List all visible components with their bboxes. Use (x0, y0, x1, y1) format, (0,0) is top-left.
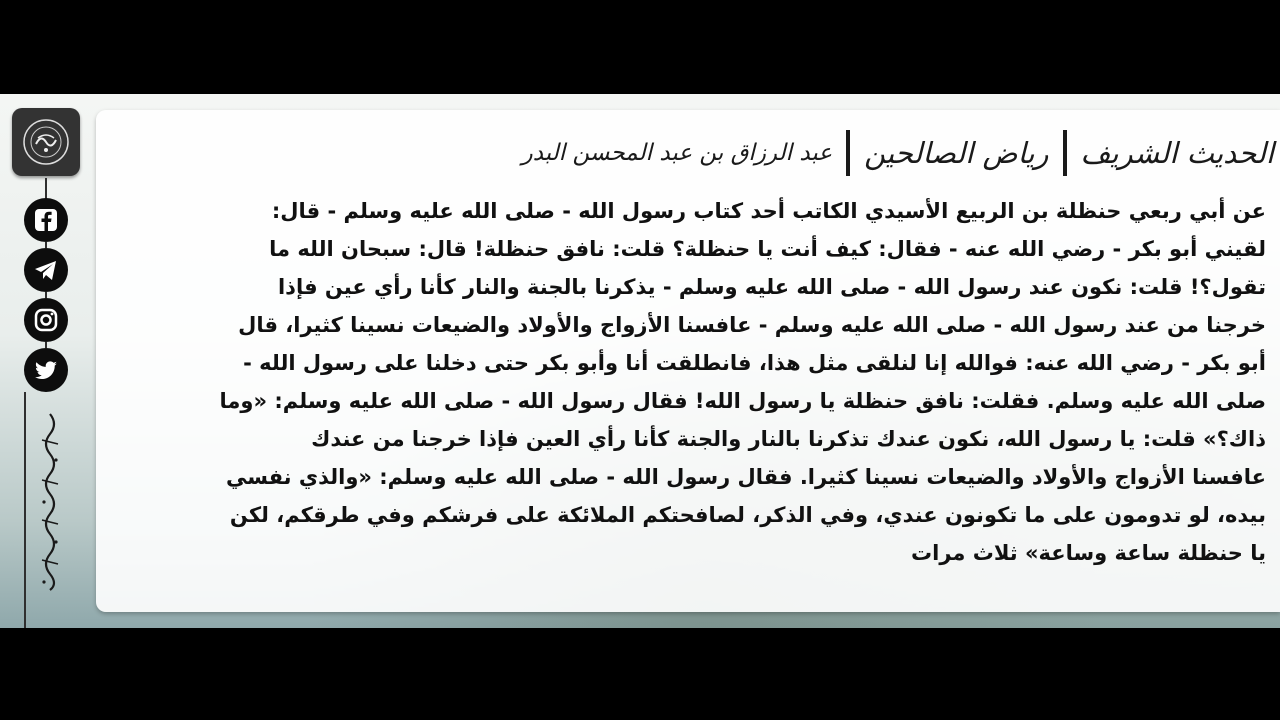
header-book: رياض الصالحين (864, 136, 1049, 170)
calligraphy-signature (36, 410, 64, 610)
text-line: خرجنا من عند رسول الله - صلى الله عليه وسلم - عافسنا الأزواج والأولاد والضيعات نسينا كثيرا، قال (238, 313, 1266, 337)
text-line: أبو بكر - رضي الله عنه: فوالله إنا لنلقى مثل هذا، فانطلقت أنا وأبو بكر حتى دخلنا على رسول الله - (243, 351, 1266, 375)
content-card (96, 110, 1280, 612)
facebook-icon[interactable] (24, 198, 68, 242)
divider-line (45, 178, 47, 200)
text-line: يا حنظلة ساعة وساعة» ثلاث مرات (911, 541, 1266, 565)
background-scene (0, 94, 1280, 628)
instagram-icon[interactable] (24, 298, 68, 342)
header-title: الحديث الشريف (1080, 136, 1274, 170)
text-line: لقيني أبو بكر - رضي الله عنه - فقال: كيف أنت يا حنظلة؟ قلت: نافق حنظلة! قال: سبحان الله ما (269, 237, 1266, 261)
text-line: ذاك؟» قلت: يا رسول الله، نكون عندك تذكرنا بالنار والجنة كأنا رأي العين فإذا خرجنا من عندك (311, 427, 1266, 451)
twitter-icon[interactable] (24, 348, 68, 392)
sidebar (12, 108, 82, 628)
telegram-icon[interactable] (24, 248, 68, 292)
header-separator (1063, 130, 1067, 176)
text-line: عن أبي ربعي حنظلة بن الربيع الأسيدي الكاتب أحد كتاب رسول الله - صلى الله عليه وسلم - قال: (271, 199, 1266, 223)
header-separator (846, 130, 850, 176)
divider-line (24, 392, 26, 628)
logo-emblem-icon (12, 108, 80, 176)
text-line: عافسنا الأزواج والأولاد والضيعات نسينا كثيرا. فقال رسول الله - صلى الله عليه وسلم: «والذي نفسي (225, 465, 1266, 489)
header-narrator: عبد الرزاق بن عبد المحسن البدر (521, 140, 833, 166)
text-line: صلى الله عليه وسلم. فقلت: نافق حنظلة يا رسول الله! فقال رسول الله - صلى الله عليه وسلم: «وما (219, 389, 1266, 413)
text-line: تقول؟! قلت: نكون عند رسول الله - صلى الله عليه وسلم - يذكرنا بالجنة والنار كأنا رأي عين فإذا (277, 275, 1266, 299)
text-line: بيده، لو تدومون على ما تكونون عندي، وفي الذكر، لصافحتكم الملائكة على فرشكم وفي طرقكم، لكن (229, 503, 1266, 527)
header (506, 124, 1274, 182)
hadith-text (124, 192, 1266, 572)
